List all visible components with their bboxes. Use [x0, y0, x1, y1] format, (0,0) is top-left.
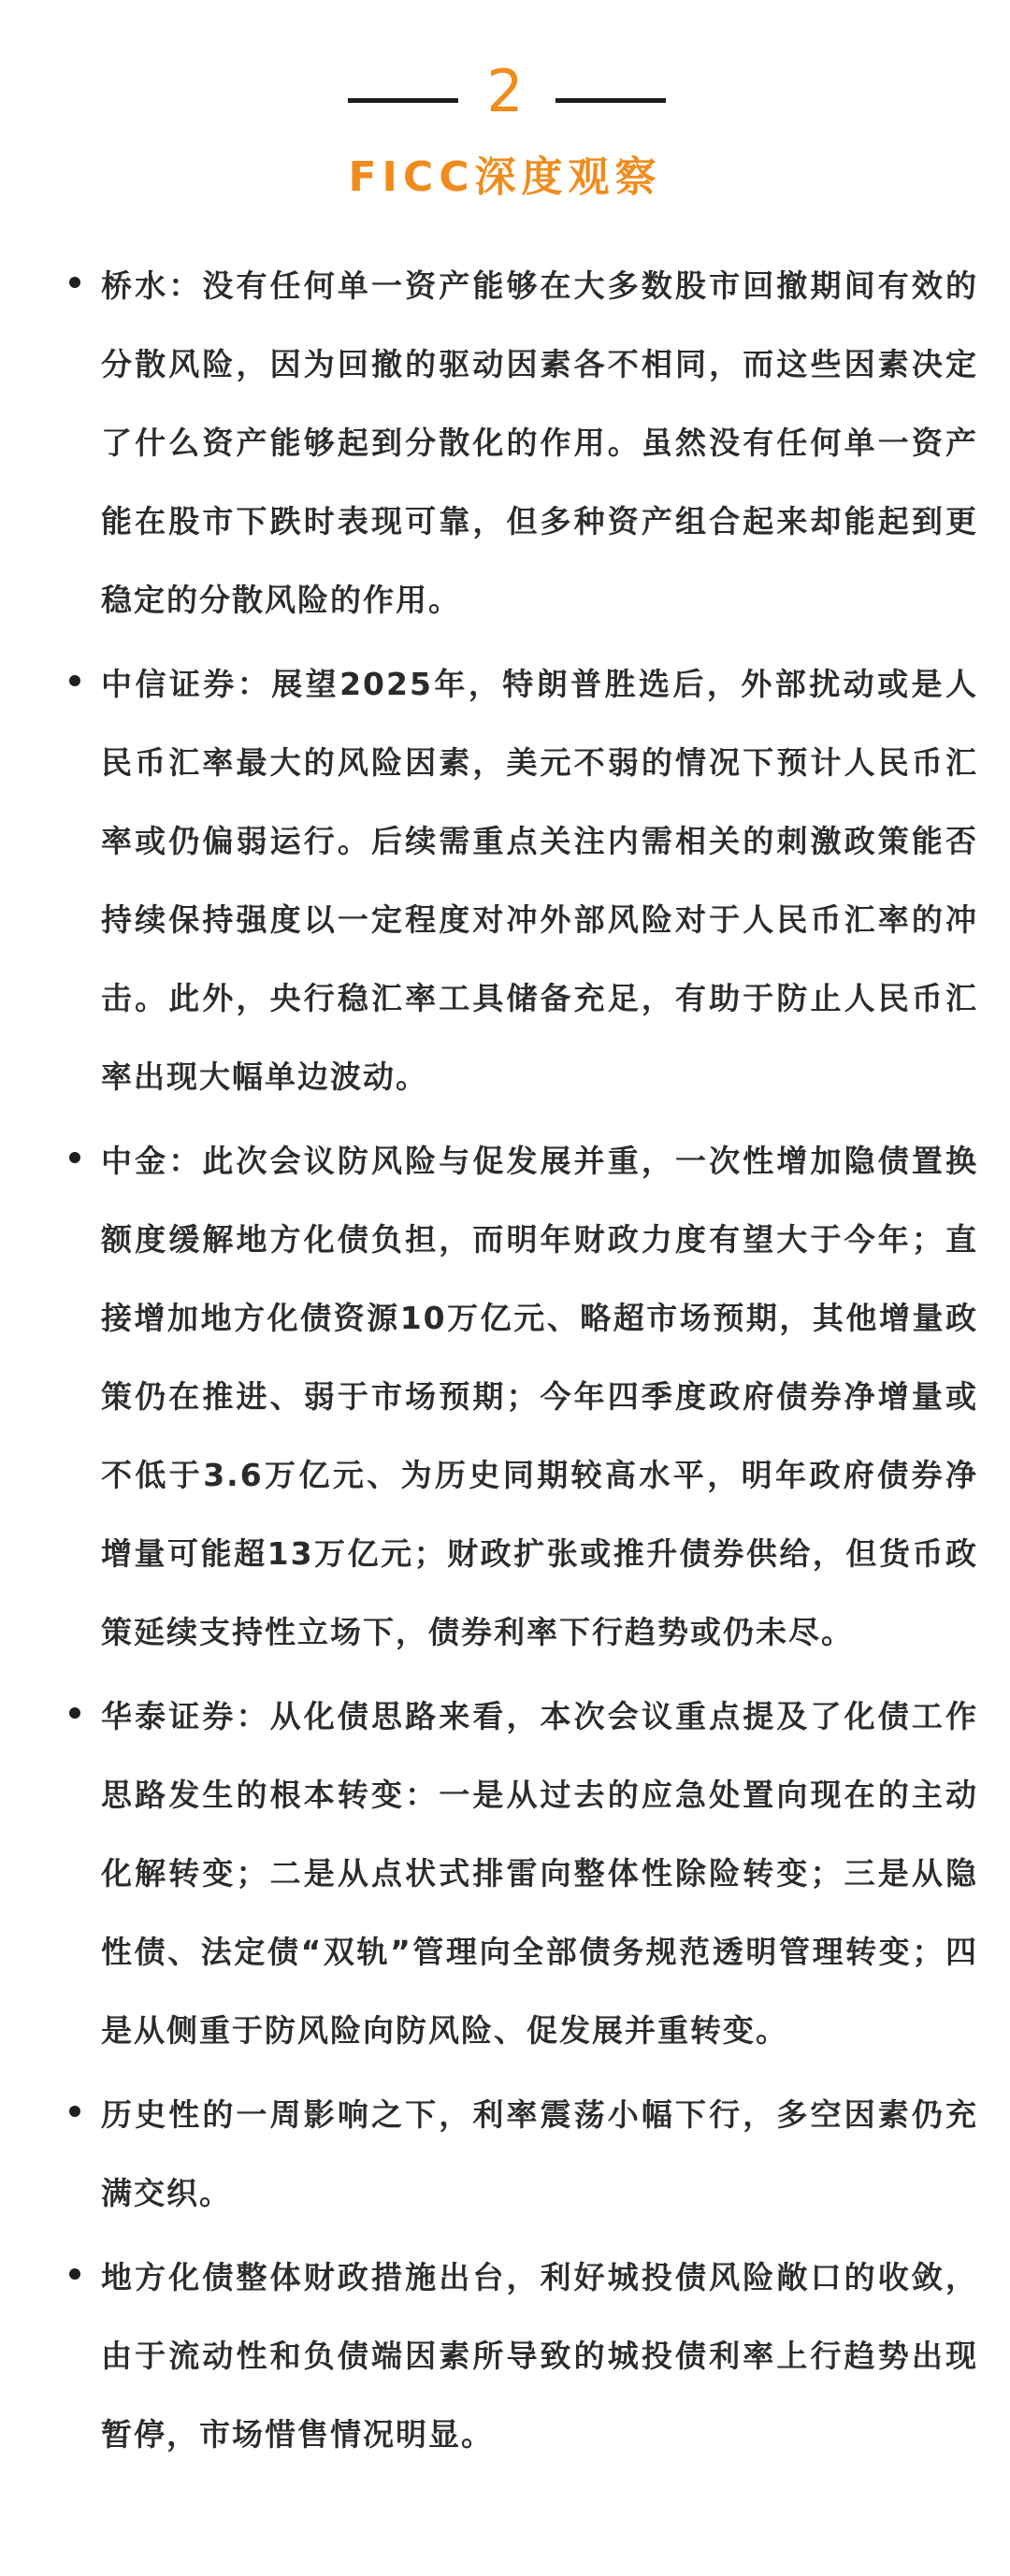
bullet-dot-icon: [69, 1707, 80, 1719]
bullet-dot-icon: [69, 2106, 80, 2117]
section-number: 2: [486, 57, 524, 125]
bullet-dot-icon: [69, 1152, 80, 1163]
bullet-text: 历史性的一周影响之下，利率震荡小幅下行，多空因素仍充满交织。: [101, 2096, 978, 2211]
list-item: [101, 2238, 978, 2474]
header-divider-right: [556, 98, 666, 103]
bullet-dot-icon: [69, 675, 80, 686]
section-header: [0, 56, 1010, 123]
list-item: [101, 247, 978, 640]
section-title: FICC深度观察: [348, 153, 662, 201]
bullet-list: [101, 247, 978, 2480]
bullet-text: 中信证券：展望2025年，特朗普胜选后，外部扰动或是人民币汇率最大的风险因素，美元不弱的情况下预计人民币汇率或仍偏弱运行。后续需重点关注内需相关的刺激政策能否持续保持强度以一定程度对冲外部风险对于人民币汇率的冲击。此外，央行稳汇率工具储备充足，有助于防止人民币汇率出现大幅单边波动。: [101, 666, 978, 1095]
bullet-text: 华泰证券：从化债思路来看，本次会议重点提及了化债工作思路发生的根本转变：一是从过去的应急处置向现在的主动化解转变；二是从点状式排雷向整体性除险转变；三是从隐性债、法定债“双轨”管理向全部债务规范透明管理转变；四是从侧重于防风险向防风险、促发展并重转变。: [101, 1698, 978, 2049]
list-item: [101, 1677, 978, 2070]
header-divider-left: [348, 98, 458, 103]
bullet-dot-icon: [69, 2268, 80, 2280]
bullet-text: 桥水：没有任何单一资产能够在大多数股市回撤期间有效的分散风险，因为回撤的驱动因素各不相同，而这些因素决定了什么资产能够起到分散化的作用。虽然没有任何单一资产能在股市下跌时表现可靠，但多种资产组合起来却能起到更稳定的分散风险的作用。: [101, 267, 978, 618]
list-item: [101, 1122, 978, 1672]
bullet-text: 中金：此次会议防风险与促发展并重，一次性增加隐债置换额度缓解地方化债负担，而明年财政力度有望大于今年；直接增加地方化债资源10万亿元、略超市场预期，其他增量政策仍在推进、弱于市场预期；今年四季度政府债券净增量或不低于3.6万亿元、为历史同期较高水平，明年政府债券净增量可能超13万亿元；财政扩张或推升债券供给，但货币政策延续支持性立场下，债券利率下行趋势或仍未尽。: [101, 1143, 978, 1650]
bullet-dot-icon: [69, 277, 80, 288]
bullet-text: 地方化债整体财政措施出台，利好城投债风险敞口的收敛，由于流动性和负债端因素所导致的城投债利率上行趋势出现暂停，市场惜售情况明显。: [101, 2259, 978, 2453]
list-item: [101, 645, 978, 1116]
list-item: [101, 2076, 978, 2233]
